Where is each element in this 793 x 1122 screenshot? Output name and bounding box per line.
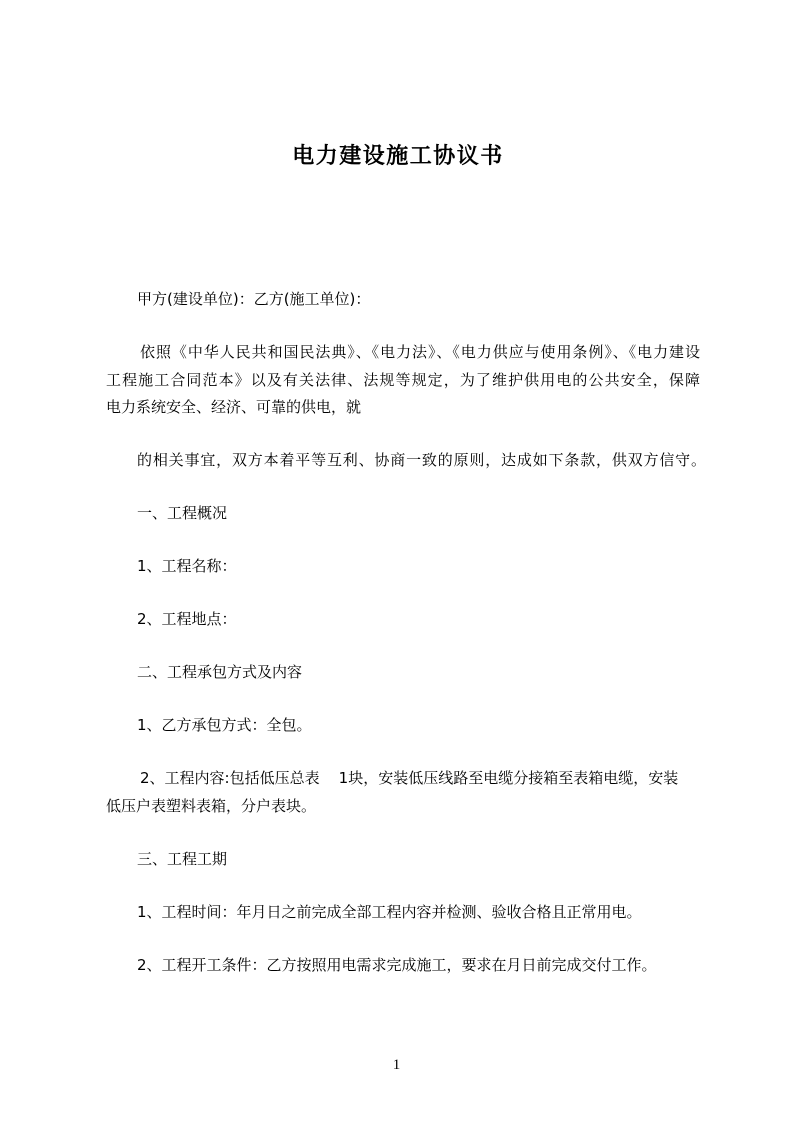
text-line: 2、工程内容:包括低压总表 1块，安装低压线路至电缆分接箱至表箱电缆，安装 <box>140 769 679 787</box>
text-line: 1、乙方承包方式：全包。 <box>137 716 312 734</box>
item-project-name <box>106 553 706 581</box>
section-heading-overview <box>106 500 706 528</box>
document-body <box>106 286 706 1005</box>
parties-paragraph <box>106 286 706 314</box>
text-line: 2、工程地点： <box>137 610 237 628</box>
text-line: 1、工程名称： <box>137 557 237 575</box>
page-number: 1 <box>392 1057 401 1073</box>
section-heading-contract <box>106 659 706 687</box>
text-line: 三、工程工期 <box>137 849 228 868</box>
text-line: 二、工程承包方式及内容 <box>137 663 303 681</box>
item-project-location <box>106 606 706 634</box>
text-line: 甲方(建设单位)：乙方(施工单位)： <box>137 290 371 308</box>
document-title: 电力建设施工协议书 <box>292 144 504 169</box>
item-work-content <box>106 765 706 820</box>
purpose-paragraph <box>106 447 706 475</box>
text-line: 1、工程时间：年月日之前完成全部工程内容并检测、验收合格且正常用电。 <box>137 902 642 921</box>
section-heading-schedule <box>106 846 706 874</box>
text-line: 2、工程开工条件：乙方按照用电需求完成施工，要求在月日前完成交付工作。 <box>137 955 657 974</box>
text-line: 低压户表塑料表箱，分户表块。 <box>106 796 317 815</box>
text-line: 依照《中华人民共和国民法典》、《电力法》、《电力供应与使用条例》、《电力建设 <box>140 343 700 361</box>
text-line: 一、工程概况 <box>137 504 228 522</box>
item-completion-time <box>106 899 706 927</box>
text-line: 的相关事宜，双方本着平等互利、协商一致的原则，达成如下条款，供双方信守。 <box>137 451 706 469</box>
preamble-paragraph <box>106 339 706 422</box>
text-line: 电力系统安全、经济、可靠的供电，就 <box>106 398 362 416</box>
item-start-condition <box>106 952 706 980</box>
text-line: 工程施工合同范本》以及有关法律、法规等规定，为了维护供用电的公共安全，保障 <box>106 370 700 389</box>
item-contract-method <box>106 712 706 740</box>
